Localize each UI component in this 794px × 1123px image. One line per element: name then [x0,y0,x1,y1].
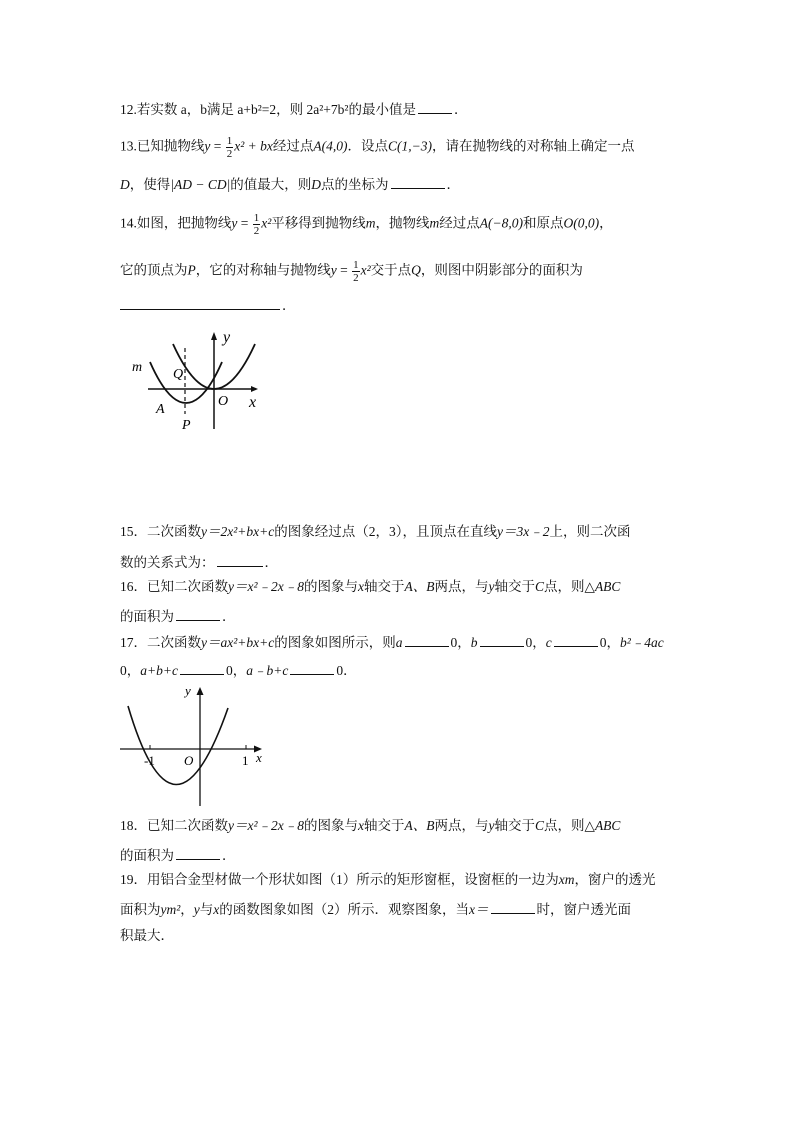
text-run: C(1,−3) [388,138,433,154]
text-run: ym² [160,902,181,917]
label-o: O [184,753,194,768]
text-run: ，它的对称轴与抛物线 [195,262,331,278]
text-run: 0， [120,663,141,678]
text-run: ． [222,609,236,624]
question-14-line-2 [120,259,583,284]
text-run: 0． [336,663,357,678]
text-run: 平移得到抛物线 [271,215,366,231]
text-run: D [120,177,130,192]
answer-blank-c[interactable] [554,632,598,647]
text-run: |AD − CD| [170,177,231,192]
text-run: y＝3x﹣2 [497,524,550,539]
text-run: 时，窗户透光面 [536,902,632,917]
text-run: 的图象经过点（2，3），且顶点在直线 [274,524,497,539]
text-run: y [488,818,495,833]
text-run: D [311,177,322,192]
text-run: 两点，与 [434,818,489,833]
text-run: 与 [199,902,214,917]
text-run: b²﹣4ac [620,635,664,650]
label-a: A [156,402,165,417]
question-19-line-3 [120,927,174,945]
answer-blank[interactable] [176,606,220,621]
text-run: C [535,818,545,833]
text-run: 0， [599,635,620,650]
text-run: 18．已知二次函数 [120,818,228,833]
text-run: A、B [404,579,435,594]
text-run: ，抛物线 [375,215,430,231]
text-run: ，请在抛物线的对称轴上确定一点 [432,138,635,154]
answer-blank[interactable] [120,295,280,310]
text-run: 点的坐标为 [321,177,389,192]
text-run: ，窗户的透光 [574,872,656,887]
text-run: 13.已知抛物线 [120,138,205,154]
text-run: ， [599,215,613,231]
parabola-translation-graph [128,326,268,432]
text-run: 点，则△ [544,579,595,594]
text-run: x² + bx [234,138,273,154]
text-run: b [470,635,478,650]
text-run: ABC [594,818,621,833]
text-run: A(4,0) [313,138,348,154]
y-axis-arrow [211,332,217,340]
answer-blank-a[interactable] [405,632,449,647]
text-run: y＝ax²+bx+c [201,635,275,650]
text-run: x＝ [469,902,489,917]
text-run: y＝2x²+bx+c [201,524,275,539]
label-p: P [182,418,191,432]
text-run: 0， [450,635,471,650]
text-run: x [213,902,220,917]
text-run: 经过点 [272,138,314,154]
text-run: A(−8,0) [479,215,524,231]
text-run: xm [558,872,575,887]
text-run: 经过点 [439,215,480,231]
text-run: 1 [353,259,359,271]
question-16-line-1 [120,578,620,596]
text-run: = [210,138,225,154]
text-run: P [187,262,196,278]
text-run: 面积为 [120,902,161,917]
text-run: x² [261,215,272,231]
text-run: 19．用铝合金型材做一个形状如图（1）所示的矩形窗框，设窗框的一边为 [120,872,559,887]
text-run: y [204,138,211,154]
text-run: C [535,579,545,594]
text-run: a﹣b+c [246,663,289,678]
text-run: 16．已知二次函数 [120,579,228,594]
text-run: 0， [525,635,546,650]
text-run: 轴交于 [494,579,536,594]
label-m: m [132,360,143,375]
q17-figure [118,684,270,808]
text-run: ，则图中阴影部分的面积为 [420,262,583,278]
text-run: x [358,579,365,594]
text-run: ．设点 [347,138,389,154]
text-run: 轴交于 [364,579,405,594]
text-run: 的图象如图所示，则 [274,635,396,650]
text-run: 14.如图，把抛物线 [120,215,232,231]
answer-blank[interactable] [491,899,535,914]
text-run: 2 [353,272,359,284]
text-run: 的面积为 [120,848,174,863]
text-run: 它的顶点为 [120,262,188,278]
fraction [226,135,234,160]
x-axis-arrow [251,386,258,392]
text-run: ． [264,555,278,570]
text-run: x [358,818,365,833]
text-run: = [336,262,352,278]
question-15-line-2 [120,552,278,572]
text-run: ． [446,177,461,192]
text-run: 交于点 [370,262,412,278]
text-run: 1 [226,135,233,147]
question-15-line-1 [120,523,630,541]
answer-blank-b[interactable] [480,632,524,647]
text-run: 17．二次函数 [120,635,201,650]
text-run: ． [282,298,296,313]
text-run: a [395,635,403,650]
answer-blank[interactable] [391,174,445,189]
text-run: 积最大． [120,928,174,943]
label-y: y [185,684,191,698]
text-run: 2 [226,148,233,160]
question-14-line-1 [120,212,613,237]
text-run: 的面积为 [120,609,174,624]
fraction [352,259,360,284]
text-run: 的函数图象如图（2）所示．观察图象，当 [219,902,470,917]
text-run: O(0,0) [563,215,600,231]
text-run: 两点，与 [434,579,489,594]
label-y: y [223,329,231,346]
text-run: x² [360,262,371,278]
text-run: y [488,579,495,594]
label-1: 1 [242,753,249,768]
text-run: 的值最大，则 [230,177,312,192]
text-run: 15．二次函数 [120,524,201,539]
text-run: 0， [225,663,247,678]
answer-blank[interactable] [217,552,263,567]
text-run: A、B [404,818,435,833]
question-19-line-1 [120,871,656,889]
text-run: y＝x²﹣2x﹣8 [228,818,305,833]
label-x: x [249,394,257,411]
question-19-line-2 [120,899,631,919]
fraction [253,212,261,237]
text-run: 1 [253,212,260,224]
question-17-line-2 [120,660,357,680]
text-run: 数的关系式为： [120,555,215,570]
label-x: x [256,750,262,765]
question-12: 12.若实数 a，b满足 a+b²=2，则 2a²+7b²的最小值是 ． [120,99,467,119]
text-run: y [231,215,238,231]
answer-blank[interactable] [418,99,452,114]
question-13-line-2 [120,174,460,194]
label-o: O [218,394,229,409]
text-run: ． [222,848,236,863]
quadratic-graph [118,684,270,808]
answer-blank[interactable] [176,845,220,860]
text-run: y [330,262,337,278]
text-run: 的图象与 [304,818,359,833]
question-18-line-1 [120,817,620,835]
text-run: m [429,215,440,231]
text-run: 点，则△ [544,818,595,833]
text-run: y [193,902,200,917]
text-run: 轴交于 [494,818,536,833]
text-run: ABC [594,579,621,594]
question-18-line-2 [120,845,236,865]
text-run: 和原点 [523,215,564,231]
text-run: 轴交于 [364,818,405,833]
question-16-line-2 [120,606,236,626]
text-run: 上，则二次函 [549,524,631,539]
q14-figure [128,326,268,432]
text-run: a+b+c [140,663,178,678]
text-run: 2 [253,225,260,237]
text-run: ，使得 [129,177,171,192]
label-neg1: -1 [144,753,155,768]
answer-blank-apb[interactable] [180,660,224,675]
text-run: 的图象与 [304,579,359,594]
text-run: y＝x²﹣2x﹣8 [228,579,305,594]
text-run: Q [411,262,421,278]
text-run: ， [180,902,194,917]
question-13-line-1 [120,135,635,160]
question-17-line-1 [120,632,664,652]
label-q: Q [173,367,184,382]
text-run: c [545,635,552,650]
text-run: = [237,215,252,231]
question-14-line-3 [120,295,296,315]
answer-blank-amb[interactable] [290,660,334,675]
text-run: m [365,215,376,231]
